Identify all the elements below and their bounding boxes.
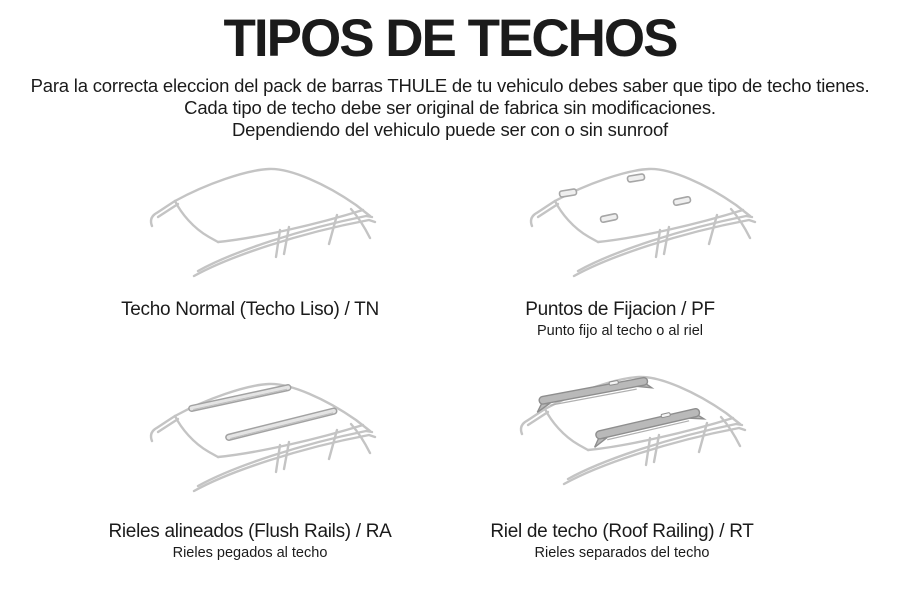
roof-type-sublabel: Punto fijo al techo o al riel [536, 323, 704, 339]
intro-line-1: Para la correcta eleccion del pack de barras THULE de tu vehiculo debes saber que tipo de techo tienes. [30, 75, 870, 96]
roof-railing-illustration [490, 361, 790, 506]
roof-type-label: Riel de techo (Roof Railing) / RT [490, 521, 754, 542]
normal-roof-illustration [120, 153, 420, 298]
roof-card-ra-caption [55, 521, 445, 562]
fixation-pads [559, 174, 691, 223]
intro-line-3: Dependiendo del vehiculo puede ser con o sin sunroof [232, 119, 668, 140]
roof-type-label: Techo Normal (Techo Liso) / TN [121, 299, 379, 320]
intro-text [0, 75, 900, 141]
roof-card-rt-caption [427, 521, 817, 562]
roof-card-pf-caption [425, 299, 815, 340]
roof-card-tn-caption [55, 299, 445, 320]
roof-type-label: Rieles alineados (Flush Rails) / RA [108, 521, 392, 542]
roof-type-sublabel: Rieles pegados al techo [172, 545, 328, 561]
roof-type-label: Puntos de Fijacion / PF [525, 299, 715, 320]
intro-line-2: Cada tipo de techo debe ser original de fabrica sin modificaciones. [184, 97, 716, 118]
page-title: TIPOS DE TECHOS [223, 9, 677, 68]
roof-type-sublabel: Rieles separados del techo [534, 545, 710, 561]
flush-rails-roof-illustration [120, 368, 420, 513]
fixation-points-roof-illustration [500, 153, 800, 298]
